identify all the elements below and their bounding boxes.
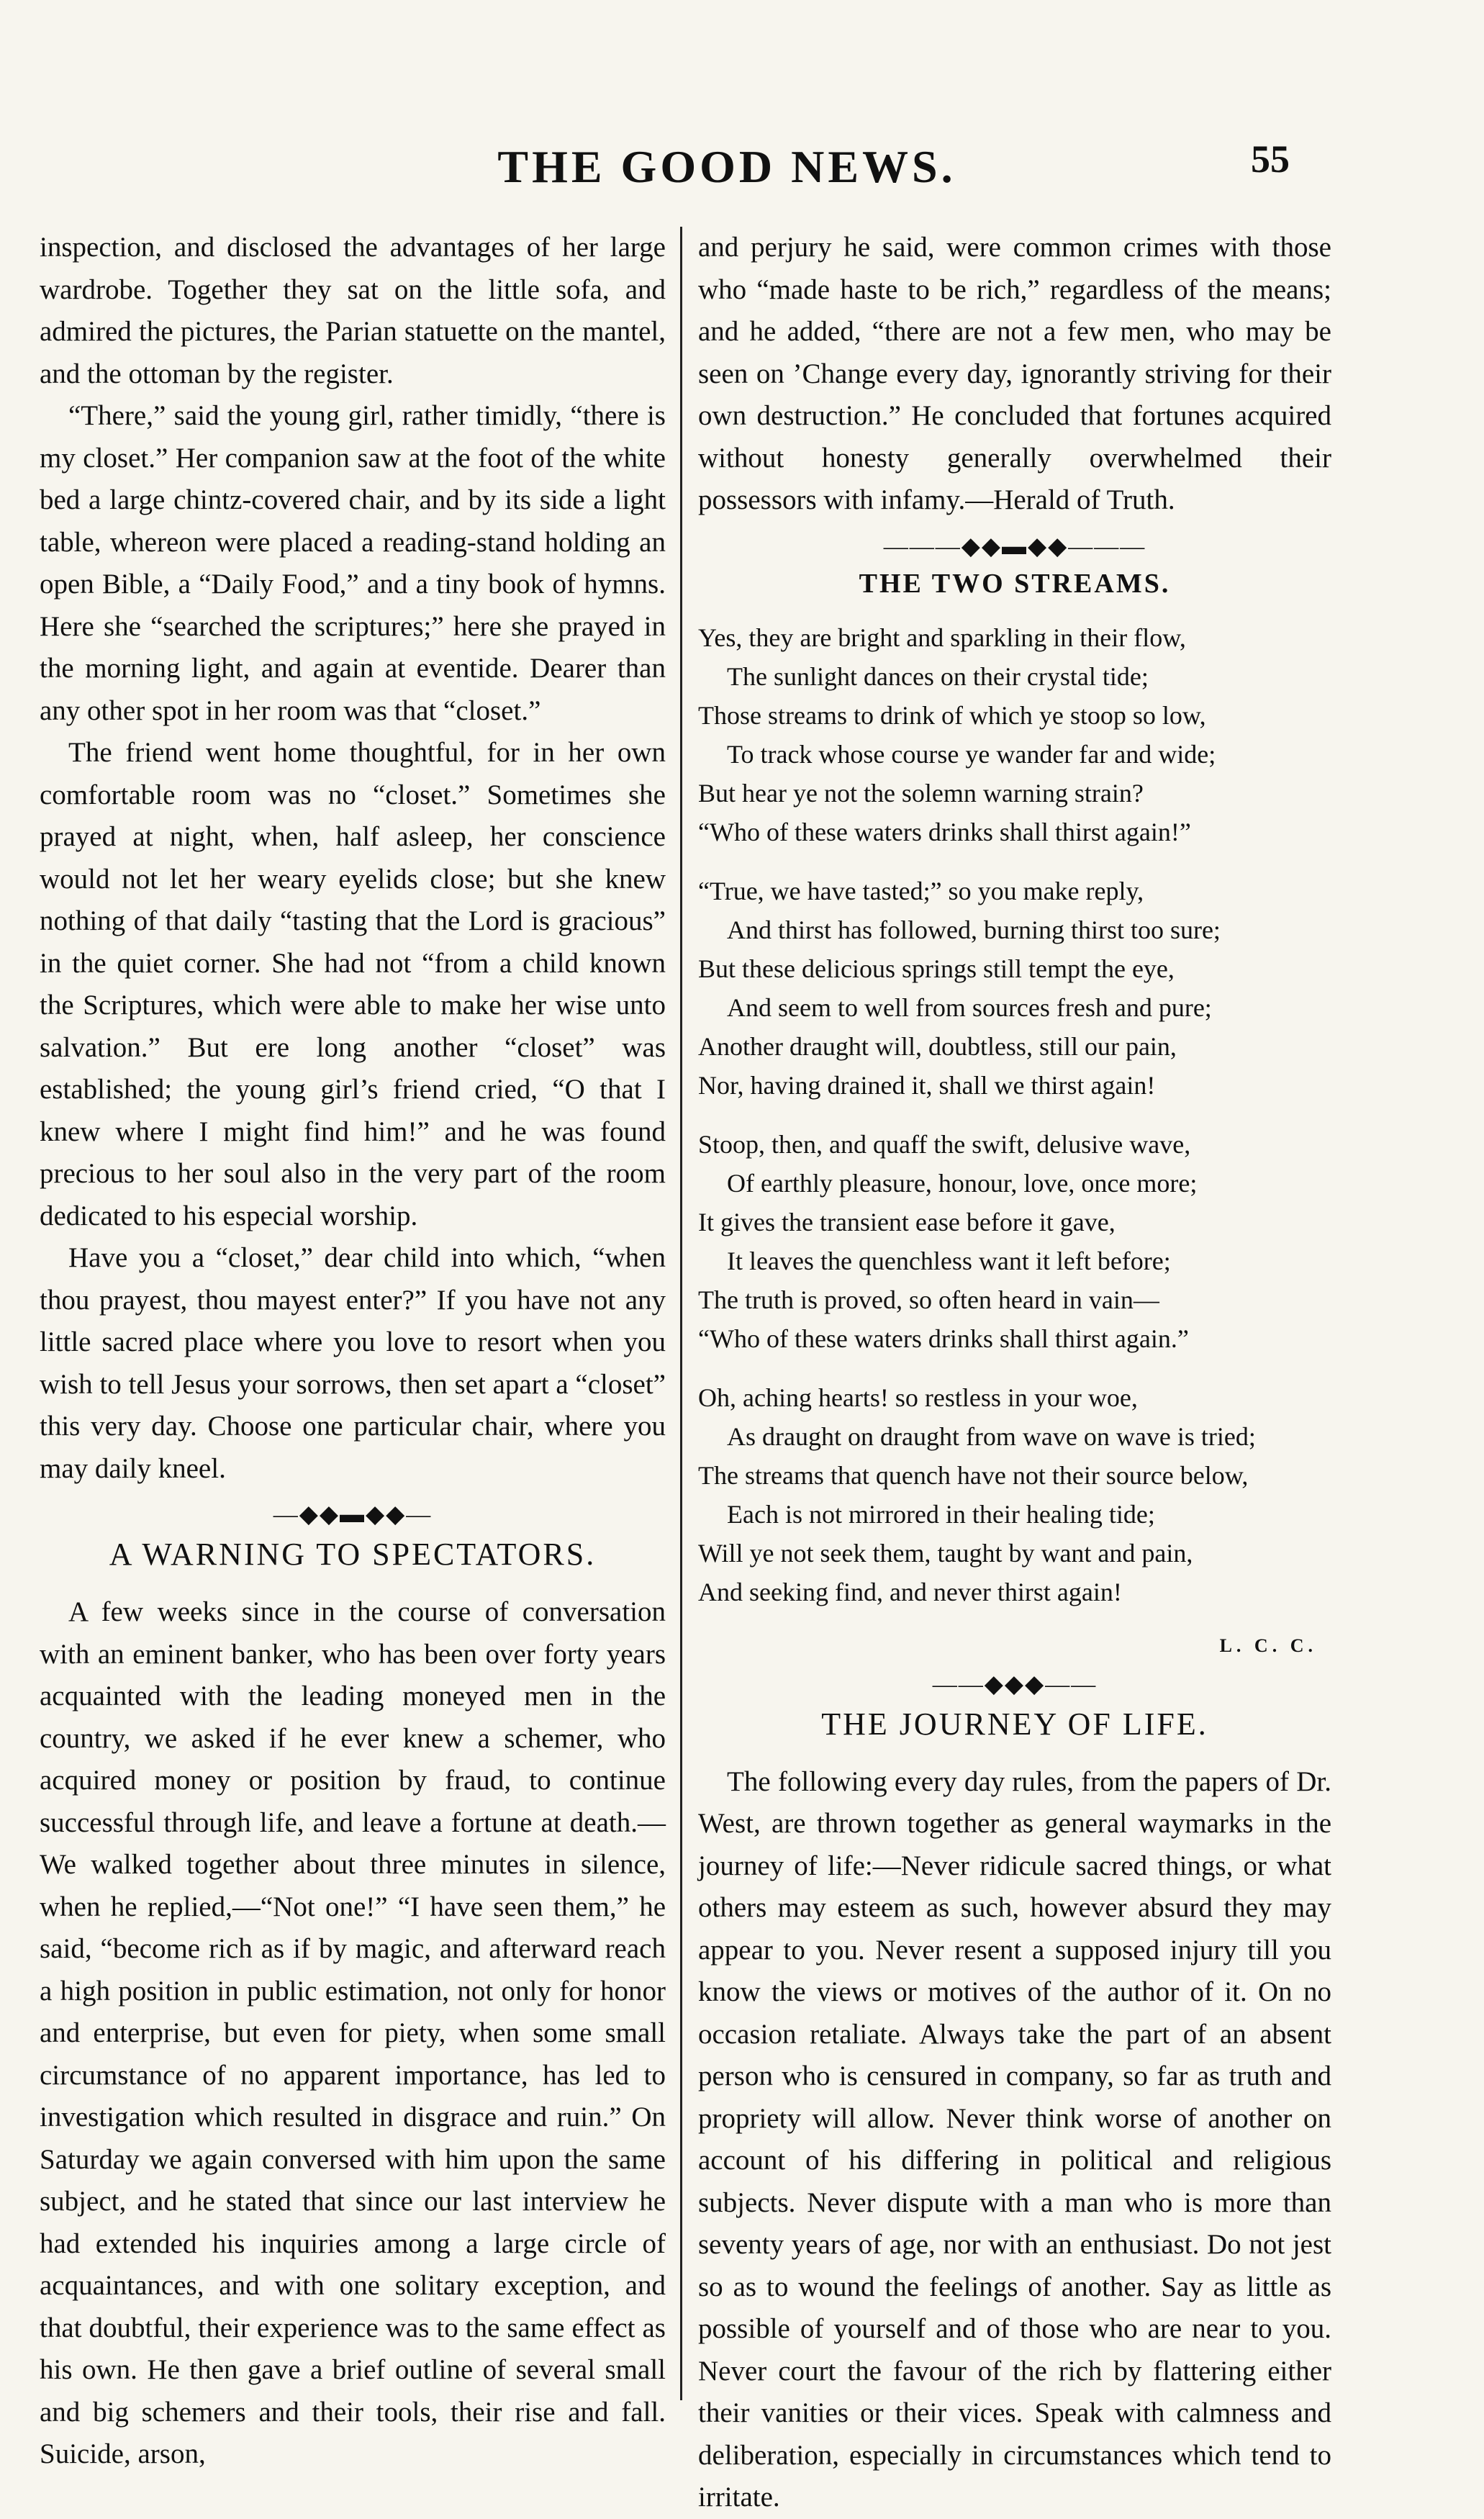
section-ornament: ———◆◆▬◆◆———: [883, 533, 1146, 560]
section-ornament: ——◆◆◆——: [932, 1670, 1098, 1698]
poem-line: Oh, aching hearts! so restless in your woe,: [698, 1383, 1138, 1412]
warning-continuation: and perjury he said, were common crimes with those who “made haste to be rich,” regardless of the means; and he added, “there are not a few men, who may be seen on ’Change every day, ignorantly striving for their own destruction.” He concluded that fortunes acquired without honesty generally overwhelmed their possessors with infamy.—Herald of Truth.: [698, 232, 1331, 515]
poem-line: “Who of these waters drinks shall thirst again.”: [698, 1324, 1189, 1353]
warning-paragraph: A few weeks since in the course of conversation with an eminent banker, who has been over forty years acquainted with the leading moneyed men in the country, we asked if he ever knew a schemer, who acquired money or position by fraud, to continue successful through life, and leave a fortune at death.—We walked together about three minutes in silence, when he replied,—“Not one!” “I have seen them,” he said, “become rich as if by magic, and afterward reach a high position in public estimation, not only for honor and enterprise, but even for piety, when some small circumstance of no apparent importance, has led to investigation which resulted in disgrace and ruin.” On Saturday we again conversed with him upon the same subject, and he stated that since our last interview he had extended his inquiries among a large circle of acquaintances, and with one solitary exception, and that doubtful, their experience was to the same effect as his own. He then gave a brief outline of several small and big schemers and their tools, their rise and fall. Suicide, arson,: [40, 1596, 666, 2469]
running-title: THE GOOD NEWS.: [497, 141, 956, 192]
poem-line: The streams that quench have not their source below,: [698, 1460, 1249, 1490]
page-number: 55: [1251, 137, 1290, 181]
closet-paragraph-4: Have you a “closet,” dear child into which, “when thou prayest, thou mayest enter?” If you have not any little sacred place where you love to resort when you wish to tell Jesus your sorrows, then set apart a “closet” this very day. Choose one particular chair, where you may daily kneel.: [40, 1242, 666, 1484]
section-ornament: —◆◆▬◆◆—: [273, 1501, 433, 1528]
closet-paragraph-2: “There,” said the young girl, rather timidly, “there is my closet.” Her companion saw at the foot of the white bed a large chintz-covered chair, and by its side a light table, whereon were placed a reading-stand holding an open Bible, a “Daily Food,” and a tiny book of hymns. Here she “searched the scriptures;” here she prayed in the morning light, and again at eventide. Dearer than any other spot in her room was that “closet.”: [40, 400, 666, 726]
poem-line: As draught on draught from wave on wave is tried;: [727, 1421, 1256, 1451]
poem-line: The truth is proved, so often heard in vain—: [698, 1285, 1159, 1314]
closet-paragraph-3: The friend went home thoughtful, for in her own comfortable room was no “closet.” Sometimes she prayed at night, when, half asleep, her conscience would not let her weary eyelids close; but she knew nothing of that daily “tasting that the Lord is gracious” in the quiet corner. She had not “from a child known the Scriptures, which were able to make her wise unto salvation.” But ere long another “closet” was established; the young girl’s friend cried, “O that I knew where I might find him!” and he was found precious to her soul also in the very part of the room dedicated to his especial worship.: [40, 737, 666, 1231]
closet-paragraph-1: inspection, and disclosed the advantages of her large wardrobe. Together they sat on the little sofa, and admired the pictures, the Parian statuette on the mantel, and the ottoman by the register.: [40, 232, 666, 389]
poem-line: And seem to well from sources fresh and pure;: [727, 992, 1212, 1022]
poem-line: Those streams to drink of which ye stoop so low,: [698, 700, 1206, 730]
page-header: [0, 133, 1484, 205]
poem-line: Yes, they are bright and sparkling in their flow,: [698, 623, 1186, 652]
poem-line: Another draught will, doubtless, still our pain,: [698, 1031, 1177, 1061]
poem-stanza-3: [698, 1125, 1331, 1358]
poem-stanza-2: [698, 872, 1331, 1105]
poem-line: “Who of these waters drinks shall thirst again!”: [698, 817, 1191, 846]
poem-line: Nor, having drained it, shall we thirst again!: [698, 1070, 1156, 1100]
article-heading-warning: A WARNING TO SPECTATORS.: [109, 1537, 597, 1572]
poem-line: To track whose course ye wander far and wide;: [727, 739, 1216, 769]
poem-line: And seeking find, and never thirst again!: [698, 1577, 1122, 1606]
poem-line: But hear ye not the solemn warning strain?: [698, 778, 1144, 808]
poem-signature: L. C. C.: [1219, 1634, 1317, 1656]
right-column: [698, 227, 1331, 2513]
left-column: [40, 227, 666, 2469]
poem-line: Of earthly pleasure, honour, love, once more;: [727, 1168, 1198, 1198]
journey-paragraph: The following every day rules, from the papers of Dr. West, are thrown together as general waymarks in the journey of life:—Never ridicule sacred things, or what others may esteem as such, however absurd they may appear to you. Never resent a supposed injury till you know the views or motives of the author of it. On no occasion retaliate. Always take the part of an absent person who is censured in company, so far as truth and propriety will allow. Never think worse of another on account of his differing in political and religious subjects. Never dispute with a man who is more than seventy years of age, nor with an enthusiast. Do not jest so as to wound the feelings of another. Say as little as possible of yourself and of those who are near to you. Never court the favour of the rich by flattering either their vanities or their vices. Speak with calmness and deliberation, especially in circumstances which tend to irritate.: [698, 1765, 1331, 2513]
poem-line: It gives the transient ease before it gave,: [698, 1207, 1116, 1236]
poem-stanza-1: [698, 618, 1331, 851]
poem-line: It leaves the quenchless want it left before;: [727, 1246, 1171, 1275]
poem-line: Stoop, then, and quaff the swift, delusive wave,: [698, 1129, 1191, 1159]
poem-line: Each is not mirrored in their healing tide;: [727, 1499, 1155, 1529]
article-heading-journey: THE JOURNEY OF LIFE.: [821, 1706, 1208, 1742]
poem-line: But these delicious springs still tempt the eye,: [698, 954, 1175, 983]
poem-line: The sunlight dances on their crystal tide;: [727, 661, 1149, 691]
poem-line: Will ye not seek them, taught by want and pain,: [698, 1538, 1193, 1568]
poem-stanza-4: [698, 1378, 1331, 1611]
poem-line: “True, we have tasted;” so you make reply,: [698, 876, 1144, 905]
poem-title: THE TWO STREAMS.: [859, 568, 1171, 599]
poem-line: And thirst has followed, burning thirst too sure;: [727, 915, 1221, 944]
column-divider: [680, 227, 682, 2400]
poem-two-streams: [698, 618, 1331, 1660]
